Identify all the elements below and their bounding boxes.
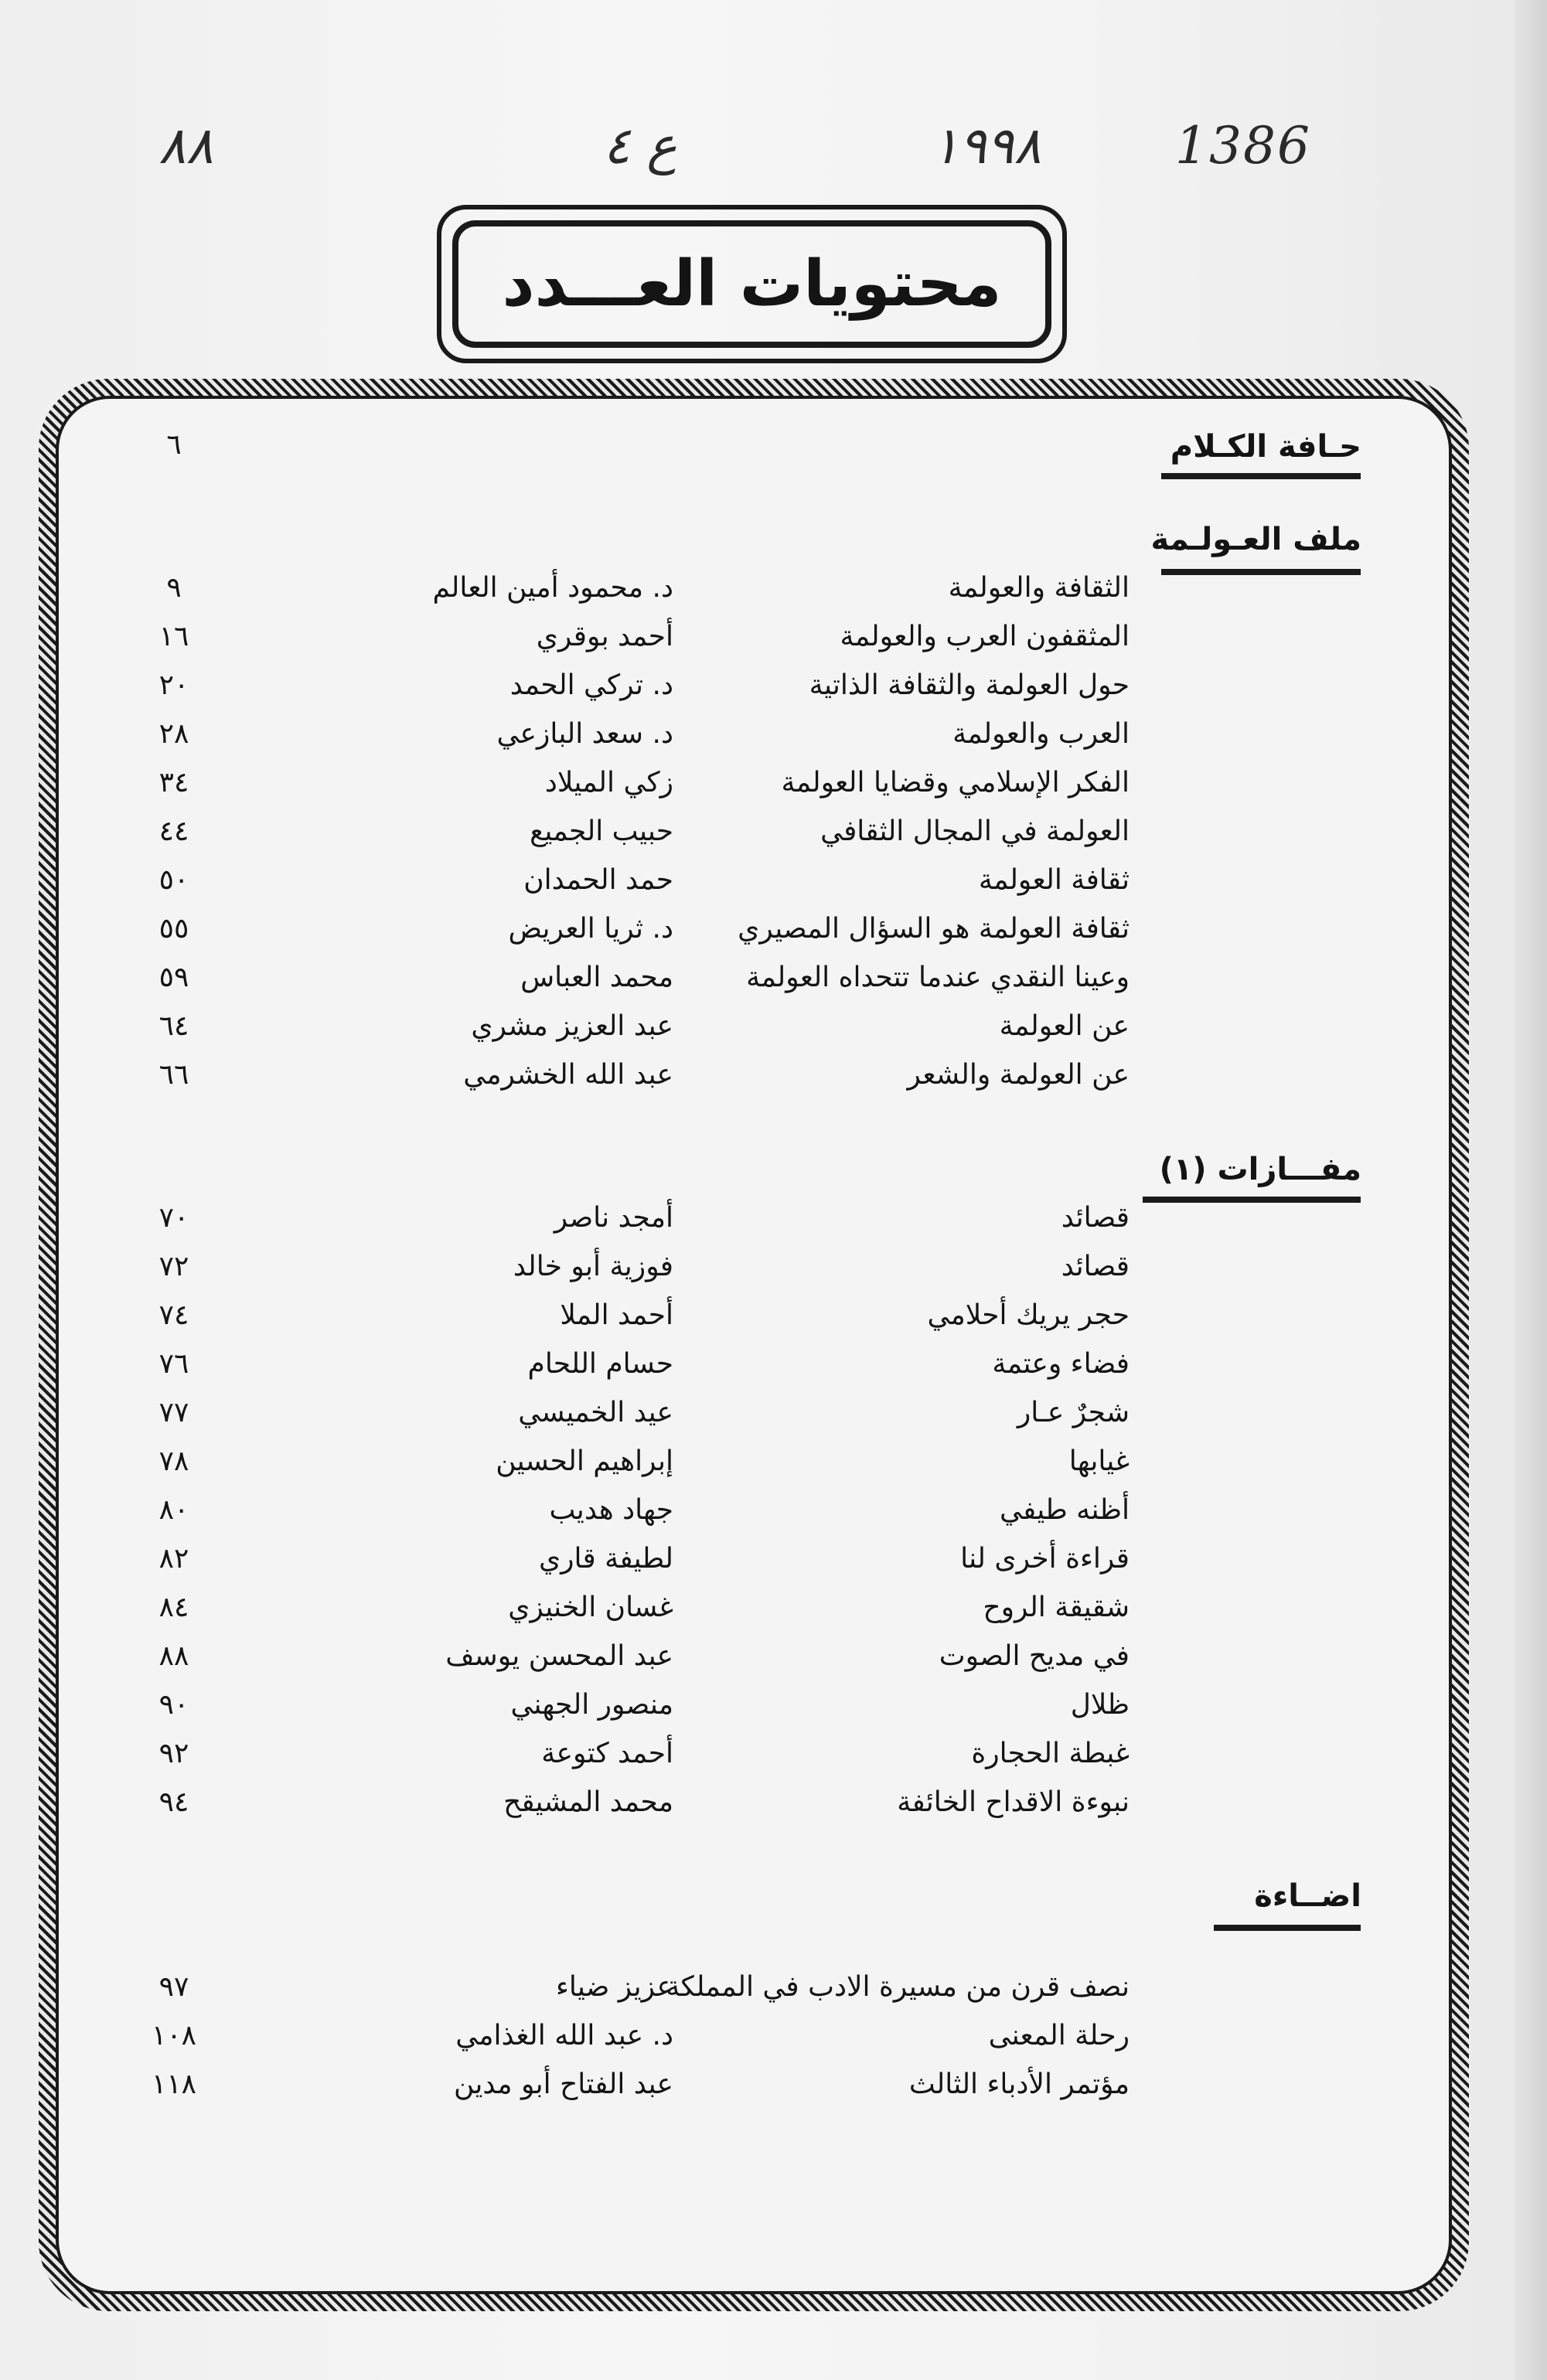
toc-row[interactable] — [0, 1251, 1547, 1297]
toc-title: فضاء وعتمة — [992, 1348, 1130, 1380]
toc-page-number: ٧٠ — [158, 1202, 189, 1234]
section-heading-editorial: حـافة الكـلام — [1170, 429, 1361, 465]
toc-row[interactable] — [0, 1494, 1547, 1541]
toc-title: نبوءة الاقداح الخائفة — [897, 1786, 1130, 1818]
toc-page-number: ٩٢ — [158, 1738, 189, 1769]
toc-page-number: ٨٠ — [158, 1494, 189, 1526]
toc-row[interactable] — [0, 1397, 1547, 1443]
toc-title: غبطة الحجارة — [971, 1738, 1130, 1769]
toc-row[interactable] — [0, 1640, 1547, 1687]
toc-author: د. تركي الحمد — [509, 669, 673, 701]
toc-page-number: ٢٨ — [158, 718, 189, 750]
toc-author: عبد المحسن يوسف — [445, 1640, 673, 1672]
title-frame — [437, 205, 1067, 363]
toc-author: عبد العزيز مشري — [471, 1010, 673, 1042]
toc-title: شقيقة الروح — [983, 1592, 1130, 1623]
toc-row[interactable] — [0, 621, 1547, 667]
toc-page-number: ٦ — [166, 429, 182, 461]
toc-author: غسان الخنيزي — [508, 1592, 673, 1623]
toc-title: قصائد — [1061, 1202, 1130, 1234]
toc-title: ثقافة العولمة هو السؤال المصيري — [738, 913, 1130, 945]
toc-row[interactable] — [0, 913, 1547, 959]
toc-author: حبيب الجميع — [530, 815, 673, 847]
toc-author: محمد العباس — [520, 962, 673, 993]
toc-row[interactable] — [0, 815, 1547, 862]
toc-row[interactable] — [0, 669, 1547, 716]
toc-page-number: ٨٢ — [158, 1543, 189, 1575]
toc-row[interactable] — [0, 1689, 1547, 1735]
handwritten-page-number: ٨٨ — [158, 116, 213, 175]
toc-row[interactable] — [0, 2020, 1547, 2066]
toc-author: زكي الميلاد — [544, 767, 673, 798]
toc-row[interactable] — [0, 864, 1547, 911]
toc-title: المثقفون العرب والعولمة — [840, 621, 1130, 652]
toc-row[interactable] — [0, 1202, 1547, 1248]
toc-row[interactable] — [0, 1786, 1547, 1833]
toc-title: حول العولمة والثقافة الذاتية — [809, 669, 1130, 701]
toc-author: منصور الجهني — [510, 1689, 673, 1721]
toc-page-number: ١٠٨ — [151, 2020, 196, 2051]
toc-page-number: ٩٤ — [158, 1786, 189, 1818]
toc-title: الثقافة والعولمة — [948, 572, 1130, 604]
toc-author: عزيز ضياء — [556, 1971, 673, 2003]
toc-row[interactable] — [0, 1543, 1547, 1589]
toc-row[interactable] — [0, 767, 1547, 813]
toc-page-number: ٩ — [166, 572, 182, 604]
toc-row[interactable] — [0, 1348, 1547, 1394]
toc-title: غيابها — [1068, 1445, 1130, 1477]
toc-author: د. محمود أمين العالم — [432, 572, 673, 604]
toc-title: عن العولمة والشعر — [907, 1059, 1130, 1091]
toc-title: مؤتمر الأدباء الثالث — [908, 2068, 1130, 2100]
toc-author: عبد الفتاح أبو مدين — [453, 2068, 673, 2100]
toc-title: ظلال — [1070, 1689, 1130, 1721]
toc-page-number: ٨٤ — [158, 1592, 189, 1623]
toc-author: أمجد ناصر — [554, 1202, 673, 1234]
toc-author: د. عبد الله الغذامي — [455, 2020, 673, 2051]
toc-page-number: ٧٧ — [158, 1397, 189, 1428]
toc-title: أظنه طيفي — [1000, 1494, 1130, 1526]
toc-page-number: ٩٠ — [158, 1689, 189, 1721]
toc-author: فوزية أبو خالد — [513, 1251, 673, 1282]
toc-author: إبراهيم الحسين — [496, 1445, 673, 1477]
handwritten-year: ١٩٩٨ — [932, 116, 1041, 175]
section-heading-mafazat: مفـــازات (١) — [1159, 1152, 1361, 1187]
toc-title: قراءة أخرى لنا — [960, 1543, 1130, 1575]
page-title: محتويات العـــدد — [452, 220, 1051, 348]
toc-row[interactable] — [0, 1592, 1547, 1638]
toc-page-number: ٥٥ — [158, 913, 189, 945]
toc-author: د. سعد البازعي — [496, 718, 673, 750]
toc-author: أحمد بوقري — [536, 621, 673, 652]
toc-page-number: ٦٤ — [158, 1010, 189, 1042]
toc-page-number: ٦٦ — [158, 1059, 189, 1091]
toc-page-number: ٩٧ — [158, 1971, 189, 2003]
toc-page-number: ٥٠ — [158, 864, 189, 896]
toc-page-number: ٨٨ — [158, 1640, 189, 1672]
toc-author: لطيفة قاري — [538, 1543, 673, 1575]
toc-row[interactable] — [0, 429, 1547, 475]
toc-title: وعينا النقدي عندما تتحداه العولمة — [746, 962, 1130, 993]
toc-author: د. ثريا العريض — [508, 913, 673, 945]
toc-author: حسام اللحام — [527, 1348, 673, 1380]
toc-row[interactable] — [0, 962, 1547, 1008]
toc-page-number: ١٦ — [158, 621, 189, 652]
toc-title: رحلة المعنى — [988, 2020, 1130, 2051]
toc-author: جهاد هديب — [549, 1494, 673, 1526]
toc-author: أحمد الملا — [560, 1299, 673, 1331]
toc-author: عبد الله الخشرمي — [463, 1059, 673, 1091]
section-underline — [1214, 1925, 1361, 1931]
toc-page-number: ٥٩ — [158, 962, 189, 993]
toc-title: شجرٌ عـار — [1017, 1397, 1130, 1428]
handwritten-issue-number: 1386 — [1175, 116, 1311, 175]
toc-page-number: ٧٦ — [158, 1348, 189, 1380]
toc-title: العولمة في المجال الثقافي — [820, 815, 1130, 847]
toc-row[interactable] — [0, 572, 1547, 618]
toc-author: محمد المشيقح — [503, 1786, 673, 1818]
toc-title: نصف قرن من مسيرة الادب في المملكة — [666, 1971, 1130, 2003]
toc-title: قصائد — [1061, 1251, 1130, 1282]
handwritten-volume: ع ٤ — [603, 116, 677, 175]
toc-page-number: ٧٨ — [158, 1445, 189, 1477]
toc-title: الفكر الإسلامي وقضايا العولمة — [781, 767, 1130, 798]
toc-row[interactable] — [0, 1010, 1547, 1057]
toc-title: ثقافة العولمة — [978, 864, 1130, 896]
section-heading-idaa: اضــاءة — [1254, 1878, 1361, 1914]
toc-page-number: ٤٤ — [158, 815, 189, 847]
toc-title: في مديح الصوت — [939, 1640, 1130, 1672]
toc-row[interactable] — [0, 718, 1547, 764]
toc-page-number: ٧٢ — [158, 1251, 189, 1282]
toc-title: عن العولمة — [999, 1010, 1130, 1042]
toc-row[interactable] — [0, 1059, 1547, 1105]
toc-row[interactable] — [0, 1445, 1547, 1492]
toc-row[interactable] — [0, 2068, 1547, 2115]
toc-page-number: ٣٤ — [158, 767, 189, 798]
toc-row[interactable] — [0, 1738, 1547, 1784]
toc-row[interactable] — [0, 1299, 1547, 1346]
toc-page-number: ٧٤ — [158, 1299, 189, 1331]
toc-author: حمد الحمدان — [523, 864, 673, 896]
toc-title: العرب والعولمة — [952, 718, 1130, 750]
toc-row[interactable] — [0, 1971, 1547, 2017]
toc-page-number: ١١٨ — [151, 2068, 196, 2100]
toc-author: أحمد كتوعة — [541, 1738, 673, 1769]
section-heading-globalization: ملف العـولـمة — [1150, 522, 1361, 557]
toc-author: عيد الخميسي — [518, 1397, 673, 1428]
toc-title: حجر يريك أحلامي — [927, 1299, 1130, 1331]
toc-page-number: ٢٠ — [158, 669, 189, 701]
